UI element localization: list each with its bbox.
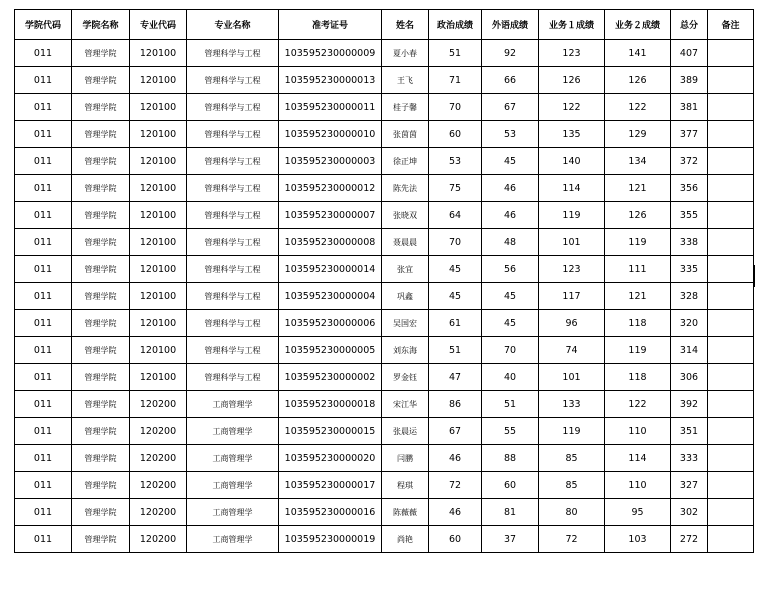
cell-college-code: 011 [15,229,72,256]
cell-college-name: 管理学院 [72,364,130,391]
cell-college-name: 管理学院 [72,148,130,175]
cell-college-name: 管理学院 [72,499,130,526]
cell-major-name: 管理科学与工程 [187,40,279,67]
cell-language-score: 40 [482,364,539,391]
table-row [15,148,754,175]
cell-student-name: 尚艳 [382,526,429,553]
cell-politics-score: 53 [429,148,482,175]
cell-major-name: 工商管理学 [187,445,279,472]
cell-subject1-score: 126 [539,67,605,94]
cell-exam-id: 103595230000006 [279,310,382,337]
cell-total-score: 272 [671,526,708,553]
cell-student-name: 陈先法 [382,175,429,202]
cell-student-name: 桂子馨 [382,94,429,121]
cell-college-name: 管理学院 [72,310,130,337]
table-row [15,229,754,256]
cell-college-name: 管理学院 [72,337,130,364]
column-header-total-score: 总分 [671,10,708,40]
cell-subject2-score: 118 [605,364,671,391]
cell-subject1-score: 101 [539,364,605,391]
table-row [15,364,754,391]
table-row [15,40,754,67]
cell-student-name: 张宜 [382,256,429,283]
cell-student-name: 吴国宏 [382,310,429,337]
cell-college-name: 管理学院 [72,526,130,553]
cell-politics-score: 70 [429,94,482,121]
table-row [15,121,754,148]
cell-major-code: 120200 [130,418,187,445]
cell-major-code: 120100 [130,310,187,337]
cell-subject2-score: 110 [605,472,671,499]
cell-college-name: 管理学院 [72,256,130,283]
cell-politics-score: 75 [429,175,482,202]
table-row [15,256,754,283]
column-header-major-name: 专业名称 [187,10,279,40]
cell-subject1-score: 119 [539,202,605,229]
cell-college-name: 管理学院 [72,202,130,229]
cell-language-score: 37 [482,526,539,553]
cell-college-code: 011 [15,121,72,148]
cell-major-name: 管理科学与工程 [187,256,279,283]
cell-politics-score: 70 [429,229,482,256]
score-table [14,9,754,553]
cell-exam-id: 103595230000009 [279,40,382,67]
cell-major-code: 120200 [130,391,187,418]
cell-college-code: 011 [15,202,72,229]
cell-language-score: 45 [482,148,539,175]
cell-subject1-score: 123 [539,40,605,67]
cell-major-name: 工商管理学 [187,472,279,499]
cell-total-score: 314 [671,337,708,364]
cell-college-code: 011 [15,256,72,283]
cell-language-score: 92 [482,40,539,67]
cell-major-name: 工商管理学 [187,418,279,445]
cell-major-code: 120100 [130,40,187,67]
cell-language-score: 67 [482,94,539,121]
cell-total-score: 351 [671,418,708,445]
table-row [15,499,754,526]
cell-major-code: 120100 [130,283,187,310]
cell-subject1-score: 119 [539,418,605,445]
cell-politics-score: 67 [429,418,482,445]
text-cursor [753,265,755,287]
cell-remarks [708,364,754,391]
table-body [15,40,754,553]
cell-college-name: 管理学院 [72,94,130,121]
cell-student-name: 巩鑫 [382,283,429,310]
cell-student-name: 张晓双 [382,202,429,229]
cell-subject1-score: 117 [539,283,605,310]
cell-major-name: 工商管理学 [187,499,279,526]
cell-subject1-score: 101 [539,229,605,256]
cell-subject1-score: 114 [539,175,605,202]
cell-college-name: 管理学院 [72,472,130,499]
cell-total-score: 338 [671,229,708,256]
cell-college-code: 011 [15,310,72,337]
cell-language-score: 81 [482,499,539,526]
cell-student-name: 刘东海 [382,337,429,364]
cell-total-score: 327 [671,472,708,499]
cell-remarks [708,175,754,202]
cell-college-code: 011 [15,40,72,67]
table-row [15,472,754,499]
table-row [15,445,754,472]
cell-student-name: 张茵茵 [382,121,429,148]
table-row [15,391,754,418]
cell-student-name: 程琪 [382,472,429,499]
cell-major-name: 管理科学与工程 [187,148,279,175]
cell-remarks [708,148,754,175]
cell-remarks [708,526,754,553]
cell-college-code: 011 [15,175,72,202]
cell-subject1-score: 133 [539,391,605,418]
cell-language-score: 53 [482,121,539,148]
cell-subject2-score: 119 [605,337,671,364]
cell-major-code: 120100 [130,229,187,256]
cell-major-code: 120100 [130,121,187,148]
column-header-college-name: 学院名称 [72,10,130,40]
cell-subject2-score: 111 [605,256,671,283]
cell-politics-score: 72 [429,472,482,499]
cell-subject2-score: 121 [605,283,671,310]
cell-total-score: 333 [671,445,708,472]
cell-subject1-score: 85 [539,445,605,472]
cell-remarks [708,391,754,418]
column-header-subject1-score: 业务１成绩 [539,10,605,40]
cell-college-code: 011 [15,391,72,418]
cell-student-name: 陈薇薇 [382,499,429,526]
cell-exam-id: 103595230000013 [279,67,382,94]
cell-subject2-score: 134 [605,148,671,175]
column-header-politics-score: 政治成绩 [429,10,482,40]
cell-subject2-score: 126 [605,67,671,94]
cell-student-name: 宋江华 [382,391,429,418]
cell-major-code: 120100 [130,337,187,364]
cell-student-name: 王飞 [382,67,429,94]
table-row [15,175,754,202]
cell-remarks [708,283,754,310]
cell-total-score: 389 [671,67,708,94]
cell-remarks [708,499,754,526]
cell-college-code: 011 [15,418,72,445]
column-header-remarks: 备注 [708,10,754,40]
cell-major-code: 120200 [130,445,187,472]
cell-subject1-score: 96 [539,310,605,337]
cell-language-score: 55 [482,418,539,445]
cell-exam-id: 103595230000007 [279,202,382,229]
cell-college-code: 011 [15,337,72,364]
cell-subject1-score: 80 [539,499,605,526]
cell-subject2-score: 129 [605,121,671,148]
table-row [15,94,754,121]
cell-total-score: 407 [671,40,708,67]
table-row [15,418,754,445]
cell-major-name: 管理科学与工程 [187,229,279,256]
cell-total-score: 377 [671,121,708,148]
cell-college-name: 管理学院 [72,229,130,256]
cell-language-score: 46 [482,202,539,229]
cell-total-score: 372 [671,148,708,175]
cell-subject2-score: 118 [605,310,671,337]
cell-college-code: 011 [15,445,72,472]
cell-subject1-score: 72 [539,526,605,553]
column-header-major-code: 专业代码 [130,10,187,40]
cell-college-name: 管理学院 [72,283,130,310]
cell-total-score: 381 [671,94,708,121]
cell-exam-id: 103595230000018 [279,391,382,418]
table-row [15,283,754,310]
cell-college-name: 管理学院 [72,40,130,67]
cell-subject2-score: 141 [605,40,671,67]
cell-college-code: 011 [15,148,72,175]
cell-major-name: 管理科学与工程 [187,67,279,94]
cell-subject2-score: 119 [605,229,671,256]
cell-exam-id: 103595230000012 [279,175,382,202]
cell-major-name: 管理科学与工程 [187,121,279,148]
cell-student-name: 徐正坤 [382,148,429,175]
cell-major-name: 工商管理学 [187,391,279,418]
cell-major-code: 120200 [130,526,187,553]
cell-total-score: 392 [671,391,708,418]
cell-remarks [708,445,754,472]
cell-exam-id: 103595230000008 [279,229,382,256]
cell-major-code: 120200 [130,499,187,526]
cell-language-score: 66 [482,67,539,94]
cell-politics-score: 51 [429,40,482,67]
cell-college-code: 011 [15,526,72,553]
cell-college-name: 管理学院 [72,121,130,148]
cell-exam-id: 103595230000003 [279,148,382,175]
cell-exam-id: 103595230000017 [279,472,382,499]
cell-exam-id: 103595230000004 [279,283,382,310]
cell-remarks [708,202,754,229]
column-header-college-code: 学院代码 [15,10,72,40]
cell-language-score: 70 [482,337,539,364]
cell-exam-id: 103595230000011 [279,94,382,121]
cell-subject1-score: 74 [539,337,605,364]
cell-major-code: 120100 [130,364,187,391]
cell-major-code: 120200 [130,472,187,499]
cell-total-score: 335 [671,256,708,283]
cell-major-name: 管理科学与工程 [187,364,279,391]
cell-politics-score: 45 [429,256,482,283]
cell-subject2-score: 114 [605,445,671,472]
column-header-language-score: 外语成绩 [482,10,539,40]
table-row [15,67,754,94]
cell-major-name: 工商管理学 [187,526,279,553]
cell-politics-score: 64 [429,202,482,229]
cell-major-code: 120100 [130,94,187,121]
cell-subject1-score: 85 [539,472,605,499]
table-row [15,337,754,364]
cell-language-score: 48 [482,229,539,256]
cell-politics-score: 46 [429,445,482,472]
cell-student-name: 罗金钰 [382,364,429,391]
cell-college-code: 011 [15,67,72,94]
column-header-exam-id: 准考证号 [279,10,382,40]
cell-total-score: 328 [671,283,708,310]
column-header-subject2-score: 业务２成绩 [605,10,671,40]
cell-remarks [708,94,754,121]
cell-politics-score: 61 [429,310,482,337]
cell-subject1-score: 140 [539,148,605,175]
cell-subject2-score: 121 [605,175,671,202]
cell-exam-id: 103595230000014 [279,256,382,283]
cell-major-name: 管理科学与工程 [187,94,279,121]
cell-student-name: 闫鹏 [382,445,429,472]
cell-college-name: 管理学院 [72,418,130,445]
cell-total-score: 356 [671,175,708,202]
cell-college-code: 011 [15,94,72,121]
cell-subject2-score: 103 [605,526,671,553]
cell-total-score: 306 [671,364,708,391]
cell-subject2-score: 122 [605,391,671,418]
cell-major-name: 管理科学与工程 [187,310,279,337]
cell-subject1-score: 123 [539,256,605,283]
cell-remarks [708,337,754,364]
cell-language-score: 51 [482,391,539,418]
cell-exam-id: 103595230000016 [279,499,382,526]
cell-politics-score: 71 [429,67,482,94]
cell-subject2-score: 95 [605,499,671,526]
cell-major-name: 管理科学与工程 [187,337,279,364]
cell-subject2-score: 110 [605,418,671,445]
cell-language-score: 56 [482,256,539,283]
cell-politics-score: 51 [429,337,482,364]
cell-major-code: 120100 [130,175,187,202]
header-row [15,10,754,40]
cell-remarks [708,121,754,148]
table-row [15,202,754,229]
cell-language-score: 45 [482,283,539,310]
cell-remarks [708,40,754,67]
cell-major-name: 管理科学与工程 [187,175,279,202]
cell-politics-score: 60 [429,526,482,553]
column-header-student-name: 姓名 [382,10,429,40]
cell-exam-id: 103595230000019 [279,526,382,553]
cell-exam-id: 103595230000010 [279,121,382,148]
cell-student-name: 张晨运 [382,418,429,445]
cell-major-code: 120100 [130,202,187,229]
cell-exam-id: 103595230000002 [279,364,382,391]
cell-total-score: 355 [671,202,708,229]
cell-subject2-score: 122 [605,94,671,121]
cell-college-code: 011 [15,283,72,310]
cell-exam-id: 103595230000020 [279,445,382,472]
cell-language-score: 45 [482,310,539,337]
cell-major-code: 120100 [130,256,187,283]
cell-politics-score: 47 [429,364,482,391]
cell-college-name: 管理学院 [72,391,130,418]
cell-remarks [708,310,754,337]
cell-remarks [708,418,754,445]
cell-major-name: 管理科学与工程 [187,202,279,229]
cell-college-code: 011 [15,499,72,526]
cell-politics-score: 46 [429,499,482,526]
cell-college-name: 管理学院 [72,445,130,472]
cell-total-score: 302 [671,499,708,526]
cell-college-name: 管理学院 [72,67,130,94]
cell-total-score: 320 [671,310,708,337]
cell-major-code: 120100 [130,148,187,175]
cell-exam-id: 103595230000015 [279,418,382,445]
cell-major-name: 管理科学与工程 [187,283,279,310]
cell-subject1-score: 135 [539,121,605,148]
cell-language-score: 60 [482,472,539,499]
cell-language-score: 88 [482,445,539,472]
cell-subject1-score: 122 [539,94,605,121]
cell-remarks [708,256,754,283]
table-row [15,310,754,337]
table-row [15,526,754,553]
cell-student-name: 聂晨晨 [382,229,429,256]
cell-college-name: 管理学院 [72,175,130,202]
cell-exam-id: 103595230000005 [279,337,382,364]
cell-language-score: 46 [482,175,539,202]
cell-college-code: 011 [15,364,72,391]
cell-remarks [708,67,754,94]
cell-major-code: 120100 [130,67,187,94]
cell-student-name: 夏小春 [382,40,429,67]
cell-politics-score: 45 [429,283,482,310]
cell-subject2-score: 126 [605,202,671,229]
cell-college-code: 011 [15,472,72,499]
cell-politics-score: 86 [429,391,482,418]
cell-politics-score: 60 [429,121,482,148]
cell-remarks [708,229,754,256]
cell-remarks [708,472,754,499]
